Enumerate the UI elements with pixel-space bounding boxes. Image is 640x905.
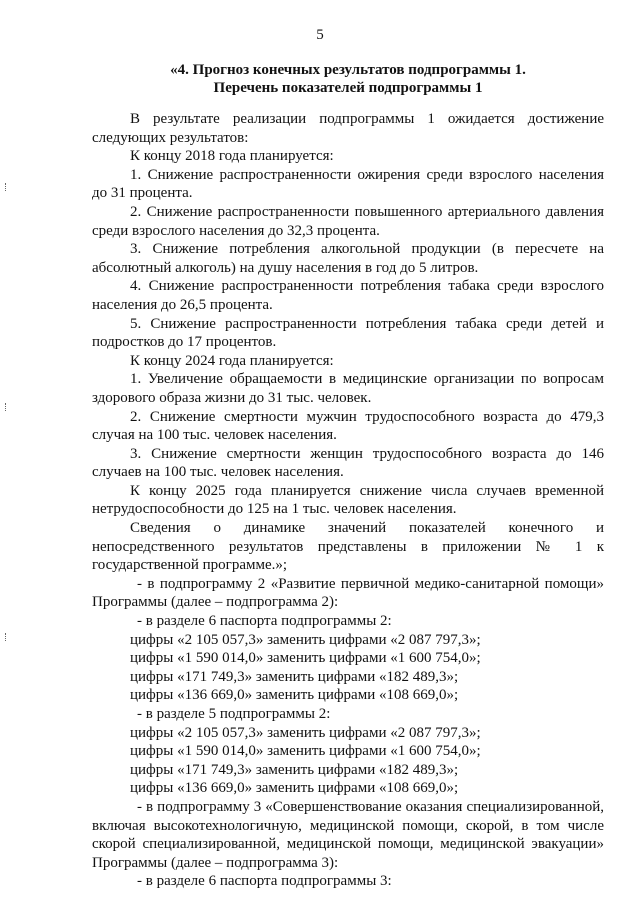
binding-mark xyxy=(5,633,9,641)
replacement-line: цифры «136 669,0» заменить цифрами «108 669,0»; xyxy=(130,780,459,797)
section-heading xyxy=(92,61,604,97)
section-heading-line-2: Перечень показателей подпрограммы 1 xyxy=(213,80,483,96)
paragraph-2018-item-1: 1. Снижение распространенности ожирения среди взрослого населения до 31 процента. xyxy=(92,166,604,202)
page-number: 5 xyxy=(316,27,324,43)
replacement-line: цифры «171 749,3» заменить цифрами «182 489,3»; xyxy=(130,761,459,778)
paragraph-sp3-section-6: - в разделе 6 паспорта подпрограммы 3: xyxy=(137,873,392,890)
binding-mark xyxy=(5,403,9,411)
replacement-line: цифры «2 105 057,3» заменить цифрами «2 087 797,3»; xyxy=(130,724,481,741)
document-body xyxy=(92,110,604,891)
paragraph-subprogram-3: - в подпрограмму 3 «Совершенствование оказания специализированной, включая высокотехнологичную, медицинской помощи, скорой, в том числе скорой специализированной, медицинской помощи, медицинской эвакуации» Программы (далее – подпрограмма 3): xyxy=(92,798,604,871)
paragraph-2024-item-3: 3. Снижение смертности женщин трудоспособного возраста до 146 случаев на 100 тыс. человек населения. xyxy=(92,445,604,481)
paragraph-2018-item-4: 4. Снижение распространенности потребления табака среди взрослого населения до 26,5 процента. xyxy=(92,278,604,313)
paragraph-2018-item-2: 2. Снижение распространенности повышенного артериального давления среди взрослого населения до 32,3 процента. xyxy=(92,203,604,239)
paragraph-intro: В результате реализации подпрограммы 1 ожидается достижение следующих результатов: xyxy=(92,111,604,146)
replacement-line: цифры «2 105 057,3» заменить цифрами «2 087 797,3»; xyxy=(130,631,481,648)
paragraph-2024-item-1: 1. Увеличение обращаемости в медицинские организации по вопросам здорового образа жизни до 31 тыс. человек. xyxy=(92,371,604,406)
replacement-line: цифры «1 590 014,0» заменить цифрами «1 600 754,0»; xyxy=(130,650,481,667)
paragraph-2025: К концу 2025 года планируется снижение числа случаев временной нетрудоспособности до 125 на 1 тыс. человек населения. xyxy=(92,482,604,518)
paragraph-sp2-section-5: - в разделе 5 подпрограммы 2: xyxy=(137,706,331,722)
paragraph-2018-item-5: 5. Снижение распространенности потребления табака среди детей и подростков до 17 процентов. xyxy=(92,315,604,351)
paragraph-2018-heading: К концу 2018 года планируется: xyxy=(130,148,334,165)
paragraph-subprogram-2: - в подпрограмму 2 «Развитие первичной медико-санитарной помощи» Программы (далее – подпрограмма 2): xyxy=(92,575,604,611)
paragraph-2024-heading: К концу 2024 года планируется: xyxy=(130,352,334,369)
replacement-line: цифры «136 669,0» заменить цифрами «108 669,0»; xyxy=(130,687,459,704)
paragraph-2024-item-2: 2. Снижение смертности мужчин трудоспособного возраста до 479,3 случая на 100 тыс. человек населения. xyxy=(92,408,604,444)
paragraph-indicators-info: Сведения о динамике значений показателей конечного и непосредственного результатов представлены в приложении № 1 к государственной программе.»; xyxy=(92,520,604,574)
paragraph-sp2-section-6: - в разделе 6 паспорта подпрограммы 2: xyxy=(137,613,392,630)
binding-mark xyxy=(5,183,9,191)
section-heading-line-1: «4. Прогноз конечных результатов подпрограммы 1. xyxy=(170,62,526,78)
replacement-line: цифры «171 749,3» заменить цифрами «182 489,3»; xyxy=(130,668,459,685)
paragraph-2018-item-3: 3. Снижение потребления алкогольной продукции (в пересчете на абсолютный алкоголь) на душу населения в год до 5 литров. xyxy=(92,241,604,276)
replacement-line: цифры «1 590 014,0» заменить цифрами «1 600 754,0»; xyxy=(130,743,481,760)
